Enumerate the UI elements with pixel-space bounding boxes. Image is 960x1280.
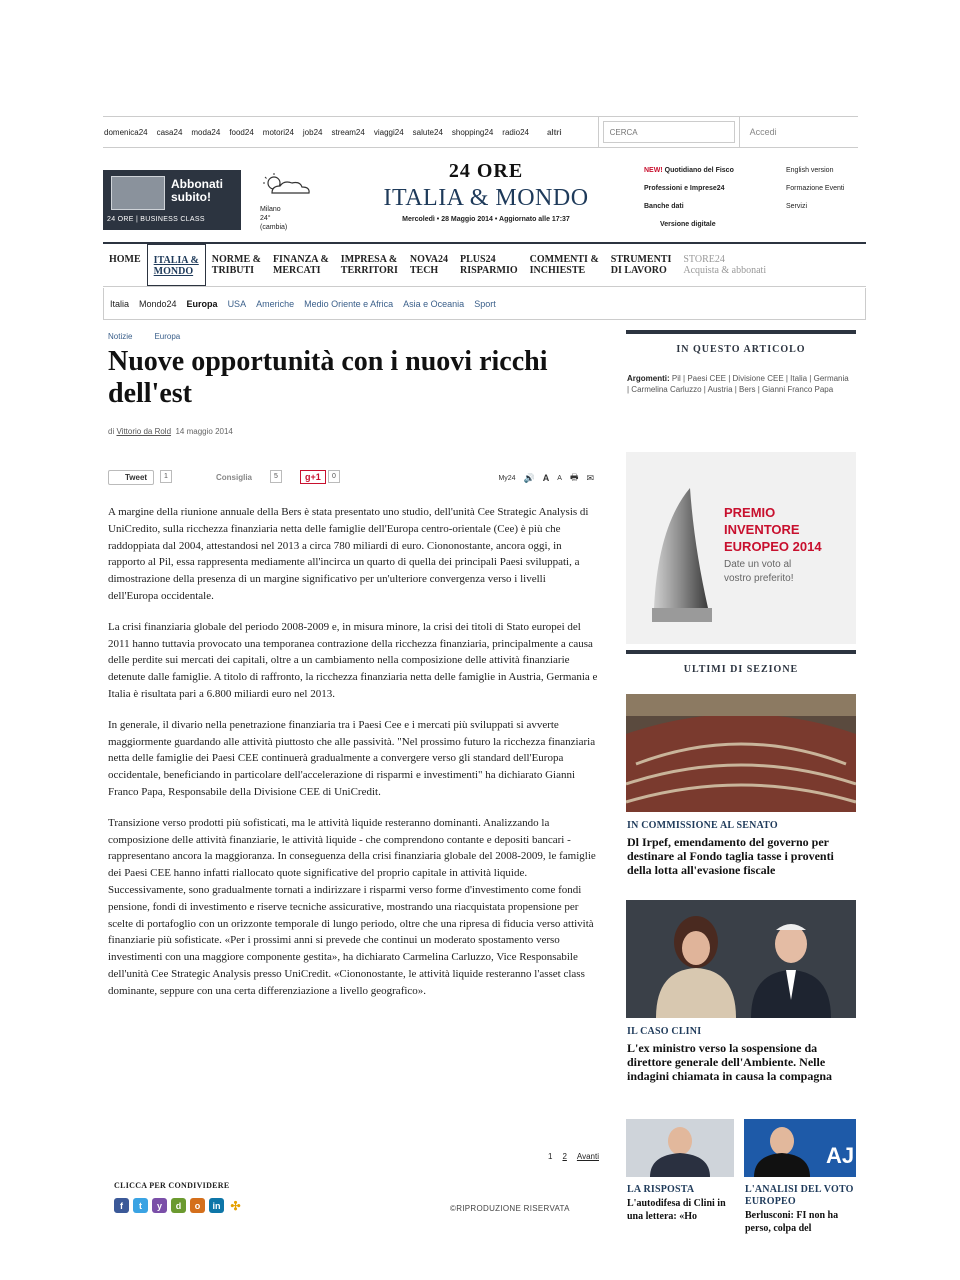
yahoo-icon[interactable]: y: [152, 1198, 167, 1213]
weather-city: Milano: [260, 206, 281, 213]
site-link[interactable]: job24: [302, 127, 323, 137]
article-tags: [627, 374, 852, 395]
twitter-icon[interactable]: t: [133, 1198, 148, 1213]
login-button[interactable]: Accedi: [739, 117, 793, 147]
news-title[interactable]: L'autodifesa di Clini in una lettera: «Ho: [627, 1198, 726, 1222]
font-decrease-button[interactable]: A: [557, 474, 562, 482]
top-bar: [103, 116, 858, 148]
share-icons: [114, 1198, 243, 1213]
breadcrumb-notizie[interactable]: Notizie: [108, 332, 133, 341]
news-image-clini[interactable]: [626, 900, 856, 1018]
nav-item-italia-mondo[interactable]: ITALIA & MONDO: [147, 242, 206, 286]
subnav-medio-oriente[interactable]: Medio Oriente e Africa: [304, 298, 394, 309]
news-kicker: L'ANALISI DEL VOTO EUROPEO: [745, 1184, 854, 1207]
copyright: ©RIPRODUZIONE RISERVATA: [450, 1204, 570, 1213]
author-link[interactable]: Vittorio da Rold: [116, 427, 172, 436]
digg-icon[interactable]: o: [190, 1198, 205, 1213]
news-kicker: IL CASO CLINI: [627, 1026, 702, 1037]
ultimi-di-sezione-heading: ULTIMI DI SEZIONE: [626, 650, 856, 675]
delicious-icon[interactable]: d: [171, 1198, 186, 1213]
brand-logo[interactable]: 24 ORE: [448, 160, 524, 182]
svg-text:AJ: AJ: [826, 1143, 855, 1168]
page-1[interactable]: 1: [548, 1152, 553, 1161]
linkedin-icon[interactable]: in: [209, 1198, 224, 1213]
article-title: Nuove opportunità con i nuovi ricchi dell'est: [108, 346, 548, 409]
nav-item-norme[interactable]: NORME & TRIBUTI: [211, 254, 261, 276]
search-input[interactable]: [603, 121, 735, 143]
paragraph: Transizione verso prodotti più sofisticati, ma le attività liquide resteranno dominanti. Analizzando la composizione delle attività finanziarie, le attività liquide - che comprendono contante e depositi bancari -rappresentano ancora la maggioranza. In conseguenza della crisi finanziaria globale del 2008-2009, le famiglie dei Paesi CEE hanno infatti riallocato quote significative del proprio capitale in attività liquide.: [108, 816, 596, 880]
altri-link[interactable]: altri: [546, 127, 562, 137]
news-kicker: IN COMMISSIONE AL SENATO: [627, 820, 778, 831]
breadcrumb-europa[interactable]: Europa: [154, 332, 181, 341]
masthead: [380, 160, 592, 223]
link-banche[interactable]: Banche dati: [644, 203, 684, 210]
subnav-americhe[interactable]: Americhe: [256, 298, 295, 309]
site-link[interactable]: radio24: [502, 127, 529, 137]
paragraph: A margine della riunione annuale della Bers è stata presentato uno studio, dell'unità Cee Strategic Analysis di UniCredito, sulla ricchezza finanziaria netta delle famiglie dell'Europa centro-orientale (Cee) è più che raddoppiata dal 2004, attestandosi nel 2013 a circa 780 miliardi di euro. Ciononostante, ancora oggi, in rapporto al Pil, essa rappresenta mediamente all'incirca un quarto di quella dei principali Paesi sviluppati, a dimostrazione della presenza di un margine significativo per un'ulteriore convergenza verso i livelli dell'Europa occidentale.: [108, 506, 589, 602]
site-link[interactable]: viaggi24: [373, 127, 404, 137]
news-image-senate[interactable]: [626, 694, 856, 812]
paragraph: In generale, il divario nella penetrazione finanziaria tra i Paesi Cee e i mercati più sviluppati si avverte maggiormente guardando alle attività piuttosto che alle passività. "Nel prossimo futuro la ricchezza finanziaria netta delle famiglie dei Paesi CEE continuerà gradualmente a convergere verso gli standard dell'Europa occidentale, beneficiando in particolare dell'accelerazione di risparmi e investimenti" ha dichiarato Gianni Franco Papa, Responsabile della Divisione CEE di UniCredit.: [108, 718, 596, 798]
link-english[interactable]: English version: [786, 167, 834, 174]
news-image-risposta[interactable]: [626, 1119, 734, 1177]
link-formazione[interactable]: Formazione Eventi: [786, 185, 845, 192]
paragraph: Successivamente, sono gradualmente tornati a indirizzare i risparmi verso forme d'investimento come fondi pensione, fondi di investimento e riserve tecniche assicurative, mostrando una riacquistata propensione per scelte di portafoglio con un orizzonte temporale di lungo periodo, oltre che una ripresa di fiducia verso attività finanziarie più sofisticate. «Per i prossimi anni si prevede che continui un moderato spostamento verso investimenti con una maggiore componente gestita», ha dichiarato Carmelina Carluzzo, Vice Responsabile dell'unità Cee Strategic Analysis presso UniCredit. «Ciononostante, le attività liquide resteranno l'asset class dominante, seppure con una certa differenziazione a livello geografico».: [108, 883, 594, 997]
subnav-sport[interactable]: Sport: [474, 298, 496, 309]
page-2[interactable]: 2: [562, 1152, 567, 1161]
promo-sub: Date un voto al vostro preferito!: [724, 559, 794, 584]
subscribe-sub: 24 ORE | BUSINESS CLASS: [107, 216, 205, 223]
link-digitale[interactable]: Versione digitale: [660, 221, 716, 228]
sub-nav: [103, 288, 866, 320]
byline-prefix: di: [108, 427, 115, 436]
subscribe-banner[interactable]: [103, 170, 241, 230]
news-title[interactable]: Dl Irpef, emendamento del governo per destinare al Fondo taglia tasse i proventi della lotta all'evasione fiscale: [627, 835, 834, 877]
tweet-count: 1: [160, 470, 172, 483]
site-link[interactable]: shopping24: [451, 127, 494, 137]
tweet-button[interactable]: Tweet: [108, 470, 154, 485]
share-bottom: [114, 1181, 243, 1213]
nav-item-plus24[interactable]: PLUS24 RISPARMIO: [460, 254, 518, 276]
article-date: 14 maggio 2014: [175, 427, 233, 436]
newspaper-icon: [111, 176, 165, 210]
share-bar: [108, 470, 598, 486]
like-count: 5: [270, 470, 282, 483]
font-increase-button[interactable]: A: [542, 473, 550, 483]
more-share-icon[interactable]: ✣: [228, 1198, 243, 1213]
nav-item-nova24[interactable]: NOVA24 TECH: [409, 254, 449, 276]
nav-item-commenti[interactable]: COMMENTI & INCHIESTE: [529, 254, 599, 276]
my24-button[interactable]: My24: [498, 474, 516, 482]
site-link[interactable]: motori24: [262, 127, 294, 137]
weather-temp: 24°: [260, 215, 271, 222]
mail-icon[interactable]: ✉: [586, 472, 594, 483]
gplus-count: 0: [328, 470, 340, 483]
facebook-icon[interactable]: f: [114, 1198, 129, 1213]
site-link[interactable]: salute24: [412, 127, 443, 137]
in-questo-articolo-heading: IN QUESTO ARTICOLO: [626, 330, 856, 355]
subnav-italia[interactable]: Italia: [110, 298, 130, 309]
breadcrumb: [108, 332, 180, 341]
news-kicker: LA RISPOSTA: [627, 1184, 695, 1195]
news-title[interactable]: L'ex ministro verso la sospensione da direttore generale dell'Ambiente. Nelle indagini chiamata in causa la compagna: [627, 1041, 833, 1083]
section-title: ITALIA & MONDO: [383, 185, 589, 211]
weather-change-link[interactable]: (cambia): [260, 224, 288, 231]
link-professioni[interactable]: Professioni e Imprese24: [644, 185, 725, 192]
subnav-europa[interactable]: Europa: [186, 298, 218, 309]
paragraph: La crisi finanziaria globale del periodo 2008-2009 e, in misura minore, la crisi dei titoli di Stato europei del 2011 hanno tuttavia provocato una temporanea contrazione della ricchezza finanziaria, principalmente a causa delle perdite sui mercati dei capitali, oltre a un cambiamento nella composizione delle attività finanziarie detenute dalle famiglie. A titolo di raffronto, la ricchezza finanziaria netta delle famiglie in Austria, Germania e Italia è risultata pari a 6.800 miliardi euro nel 2013.: [108, 620, 598, 700]
gplus-button[interactable]: g+1: [300, 470, 326, 484]
link-servizi[interactable]: Servizi: [786, 203, 808, 210]
news-title[interactable]: Berlusconi: FI non ha perso, colpa del: [745, 1210, 839, 1234]
share-label: CLICCA PER CONDIVIDERE: [114, 1181, 230, 1190]
byline: [108, 427, 233, 436]
subnav-usa[interactable]: USA: [227, 298, 247, 309]
site-link[interactable]: food24: [229, 127, 254, 137]
nav-item-strumenti[interactable]: STRUMENTI DI LAVORO: [610, 254, 672, 276]
promo-banner[interactable]: [626, 452, 856, 644]
nav-item-impresa[interactable]: IMPRESA & TERRITORI: [340, 254, 398, 276]
site-links: [103, 128, 529, 137]
site-link[interactable]: moda24: [191, 127, 221, 137]
subnav-asia[interactable]: Asia e Oceania: [403, 298, 465, 309]
main-nav: [103, 242, 866, 287]
masthead-date: Mercoledì • 28 Maggio 2014 • Aggiornato alle 17:37: [402, 216, 570, 223]
site-link[interactable]: casa24: [156, 127, 183, 137]
sail-trophy-icon: [650, 486, 720, 636]
weather-widget[interactable]: [260, 172, 320, 232]
article-tools: [498, 470, 594, 486]
promo-title: PREMIO INVENTORE EUROPEO 2014: [724, 505, 822, 554]
audio-icon[interactable]: 🔊: [523, 472, 535, 483]
new-badge: NEW!: [644, 167, 663, 174]
quick-links: [644, 167, 858, 239]
subscribe-title: Abbonati subito!: [171, 177, 223, 204]
news-image-berlusconi[interactable]: [744, 1119, 856, 1177]
site-link[interactable]: stream24: [331, 127, 365, 137]
nav-item-home[interactable]: HOME: [109, 254, 141, 265]
like-button[interactable]: Consiglia: [216, 473, 253, 482]
search-box: [598, 117, 735, 147]
subnav-mondo24[interactable]: Mondo24: [139, 298, 177, 309]
pagination: [548, 1152, 599, 1161]
next-page-link[interactable]: Avanti: [576, 1152, 599, 1161]
nav-item-store24[interactable]: STORE24 Acquista & abbonati: [683, 254, 767, 276]
tags-list[interactable]: Pil | Paesi CEE | Divisione CEE | Italia | Germania | Carmelina Carluzzo | Austria | Bers | Gianni Franco Papa: [627, 374, 849, 394]
tags-label: Argomenti:: [627, 374, 670, 383]
cloud-sun-icon: [260, 172, 312, 196]
site-link[interactable]: domenica24: [104, 127, 148, 137]
print-icon[interactable]: 🖶: [569, 472, 579, 482]
article-body: [108, 504, 598, 1014]
nav-item-finanza[interactable]: FINANZA & MERCATI: [272, 254, 329, 276]
link-fisco[interactable]: Quotidiano del Fisco: [664, 167, 734, 174]
